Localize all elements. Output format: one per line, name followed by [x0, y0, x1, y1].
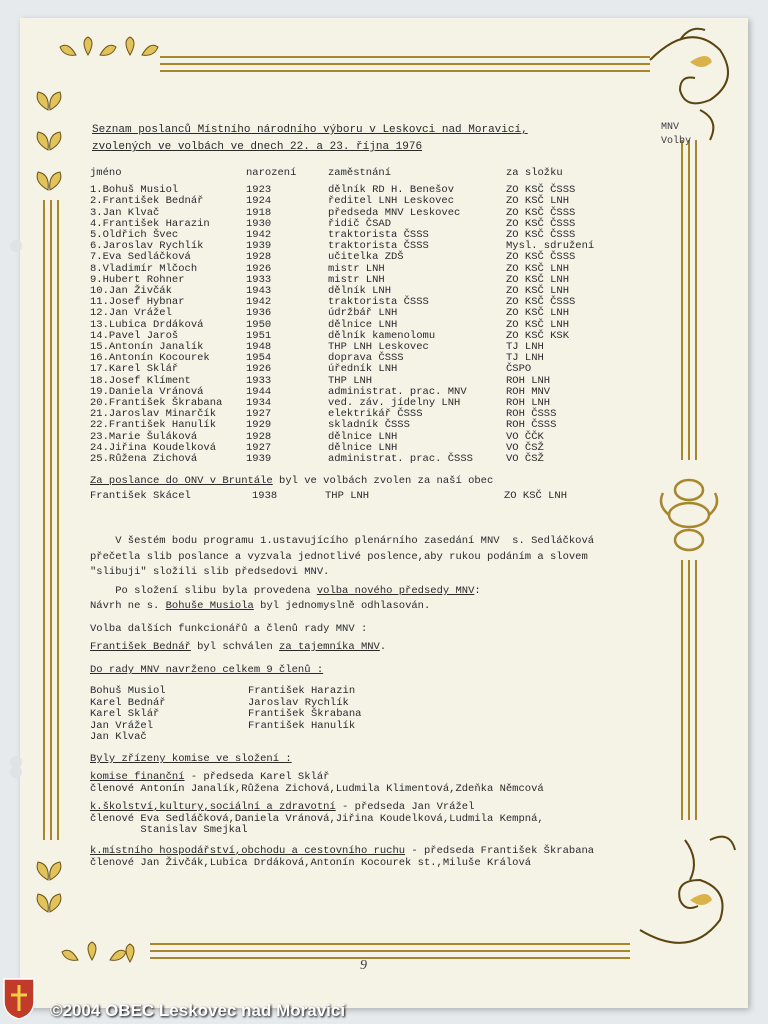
- member-birth-year: 1924: [246, 195, 272, 208]
- member-name: 18.Josef Klíment: [90, 374, 191, 387]
- member-occupation: dělník LNH: [328, 285, 392, 298]
- komise-economy: [90, 846, 594, 858]
- member-party: TJ LNH: [506, 352, 544, 365]
- member-occupation: THP LNH: [328, 374, 373, 387]
- paragraph-proposal: [90, 599, 430, 615]
- members-body: [90, 185, 606, 465]
- text-underlined: komise finanční: [90, 771, 185, 783]
- member-name: 25.Růžena Zichová: [90, 453, 198, 466]
- member-name: 14.Pavel Jaroš: [90, 329, 179, 342]
- paragraph-line: V šestém bodu programu 1.ustavujícího plenárního zasedání MNV s. Sedláčková: [90, 535, 595, 547]
- page-number: 9: [360, 958, 367, 973]
- member-occupation: dělnice LNH: [328, 430, 398, 443]
- member-name: 4.František Harazin: [90, 217, 210, 230]
- text-underlined: František Bednář: [90, 641, 191, 653]
- member-party: ČSPO: [506, 363, 532, 376]
- member-occupation: traktorista ČSSS: [328, 296, 429, 309]
- member-birth-year: 1930: [246, 217, 272, 230]
- member-birth-year: 1926: [246, 363, 272, 376]
- member-party: ROH LNH: [506, 374, 551, 387]
- list-item: Karel Sklář: [90, 708, 160, 720]
- member-party: ROH ČSSS: [506, 408, 557, 421]
- text: :: [474, 585, 481, 597]
- onv-member-birth: 1938: [252, 490, 278, 502]
- document-title: [92, 122, 528, 156]
- member-occupation: úředník LNH: [328, 363, 398, 376]
- member-birth-year: 1926: [246, 262, 272, 275]
- text-underlined: k.místního hospodářství,obchodu a cestovního ruchu: [90, 845, 406, 857]
- member-name: 8.Vladimír Mlčoch: [90, 262, 198, 275]
- text-underlined: volba nového předsedy MNV: [316, 585, 475, 597]
- onv-heading: [90, 476, 493, 488]
- list-item: Jan Vrážel: [90, 719, 154, 732]
- member-occupation: dělnice LNH: [328, 441, 398, 454]
- title-line-1: Seznam poslanců Místního národního výboru v Leskovci nad Moravicí,: [92, 124, 528, 136]
- text: .: [379, 641, 387, 653]
- member-birth-year: 1943: [246, 285, 272, 298]
- member-party: ZO KSČ LNH: [506, 195, 570, 208]
- member-party: ZO KSČ ČSSS: [506, 217, 576, 230]
- member-occupation: administrat. prac. MNV: [328, 385, 467, 398]
- member-party: ROH ČSSS: [506, 419, 557, 432]
- member-name: 19.Daniela Vránová: [90, 385, 204, 398]
- onv-member-party: ZO KSČ LNH: [504, 490, 568, 502]
- text: - předseda Karel Sklář: [184, 771, 330, 783]
- onv-member-name: František Skácel: [90, 490, 191, 502]
- member-party: ZO KSČ ČSSS: [506, 206, 576, 219]
- table-row: [90, 252, 606, 263]
- table-header: [90, 168, 606, 179]
- member-birth-year: 1948: [246, 341, 272, 354]
- rada-list-left: [90, 686, 166, 744]
- copyright-footer: ©2004 OBEC Leskovec nad Moravicí: [50, 1001, 346, 1020]
- village-coat-of-arms-icon: [2, 977, 36, 1019]
- list-item: František Hanulík: [248, 719, 356, 732]
- member-party: ZO KSČ LNH: [506, 285, 570, 298]
- table-row: [90, 364, 606, 375]
- member-occupation: doprava ČSSS: [328, 352, 404, 365]
- member-party: ZO KSČ ČSSS: [506, 229, 576, 242]
- member-birth-year: 1951: [246, 329, 272, 342]
- member-name: 6.Jaroslav Rychlík: [90, 240, 204, 253]
- member-name: 16.Antonín Kocourek: [90, 352, 210, 365]
- member-birth-year: 1918: [246, 206, 272, 219]
- text-underlined: k.školství,kultury,sociální a zdravotní: [90, 801, 336, 813]
- member-occupation: údržbář LNH: [328, 307, 398, 320]
- column-header-name: jméno: [90, 167, 122, 179]
- text: byl schválen: [190, 641, 280, 653]
- komise-finance-members: členové Antonín Janalík,Růžena Zichová,Ludmila Klimentová,Zdeňka Němcová: [90, 783, 544, 795]
- member-birth-year: 1942: [246, 296, 272, 309]
- member-party: Mysl. sdružení: [506, 240, 595, 253]
- member-party: VO ČSŽ: [506, 453, 544, 466]
- member-occupation: ved. záv. jídelny LNH: [328, 397, 461, 410]
- member-birth-year: 1939: [246, 453, 272, 466]
- member-name: 11.Josef Hybnar: [90, 296, 185, 309]
- member-occupation: administrat. prac. ČSSS: [328, 453, 473, 466]
- member-occupation: traktorista ČSSS: [328, 229, 429, 242]
- member-party: ZO KSČ ČSSS: [506, 251, 576, 264]
- member-birth-year: 1927: [246, 441, 272, 454]
- member-name: 9.Hubert Rohner: [90, 273, 185, 286]
- member-name: 2.František Bednář: [90, 195, 204, 208]
- text: - předseda František Škrabana: [405, 845, 595, 857]
- corner-note-volby: Volby: [661, 136, 692, 147]
- paragraph-oath: [90, 534, 594, 581]
- member-occupation: mistr LNH: [328, 262, 385, 275]
- text: Návrh ne s.: [90, 600, 166, 612]
- ornament-icon: [661, 480, 717, 550]
- member-occupation: traktorista ČSSS: [328, 240, 429, 253]
- paragraph-line: "slibuji" složili slib předsedovi MNV.: [90, 566, 330, 578]
- member-party: TJ LNH: [506, 341, 544, 354]
- member-name: 23.Marie Šuláková: [90, 430, 198, 443]
- member-name: 20.František Škrabana: [90, 397, 223, 410]
- member-birth-year: 1933: [246, 374, 272, 387]
- list-item: František Harazin: [248, 685, 356, 697]
- list-item: Bohuš Musiol: [90, 685, 166, 697]
- list-item: Karel Bednář: [90, 696, 166, 709]
- member-party: ZO KSČ ČSSS: [506, 296, 576, 309]
- member-birth-year: 1928: [246, 251, 272, 264]
- member-occupation: ředitel LNH Leskovec: [328, 195, 455, 208]
- member-occupation: skladník ČSSS: [328, 419, 410, 432]
- corner-note-mnv: MNV: [661, 122, 680, 133]
- member-occupation: elektrikář ČSSS: [328, 408, 423, 421]
- text: Po složení slibu byla provedena: [90, 585, 317, 597]
- member-occupation: dělnice LNH: [328, 318, 398, 331]
- member-birth-year: 1929: [246, 419, 272, 432]
- member-name: 7.Eva Sedláčková: [90, 251, 191, 264]
- table-row: [90, 196, 606, 207]
- table-row: [90, 454, 606, 465]
- member-birth-year: 1950: [246, 318, 272, 331]
- member-name: 21.Jaroslav Minarčík: [90, 408, 217, 421]
- column-header-birth: narození: [246, 167, 297, 179]
- text: - předseda Jan Vrážel: [335, 801, 475, 813]
- member-party: ZO KSČ LNH: [506, 262, 570, 275]
- member-name: 3.Jan Klvač: [90, 206, 160, 219]
- member-party: ROH LNH: [506, 397, 551, 410]
- rada-heading: Do rady MNV navrženo celkem 9 členů :: [90, 664, 324, 676]
- member-occupation: mistr LNH: [328, 273, 385, 286]
- member-occupation: dělník RD H. Benešov: [328, 184, 455, 197]
- member-name: 1.Bohuš Musiol: [90, 184, 179, 197]
- member-birth-year: 1954: [246, 352, 272, 365]
- member-party: ZO KSČ LNH: [506, 307, 570, 320]
- komise-school: [90, 802, 474, 814]
- member-birth-year: 1934: [246, 397, 272, 410]
- member-name: 15.Antonín Janalík: [90, 341, 204, 354]
- member-name: 17.Karel Sklář: [90, 363, 179, 376]
- paragraph-line: přečetla slib poslance a vyzvala jednotlivé poslence,aby rukou podáním a slovem: [90, 550, 588, 563]
- member-name: 13.Lubica Drdáková: [90, 318, 204, 331]
- text-underlined: Bohuše Musiola: [165, 600, 254, 612]
- member-birth-year: 1942: [246, 229, 272, 242]
- komise-finance: [90, 772, 329, 784]
- onv-member-occupation: THP LNH: [325, 490, 370, 502]
- column-header-occupation: zaměstnání: [328, 167, 392, 179]
- member-party: ZO KSČ LNH: [506, 318, 570, 331]
- onv-heading-rest: byl ve volbách zvolen za naší obec: [272, 475, 494, 487]
- member-occupation: učitelka ZDŠ: [328, 251, 404, 264]
- member-birth-year: 1944: [246, 385, 272, 398]
- komise-school-members-cont: Stanislav Smejkal: [90, 824, 248, 836]
- member-party: ZO KSČ KSK: [506, 329, 570, 342]
- member-birth-year: 1939: [246, 240, 272, 253]
- member-party: VO ČČK: [506, 430, 544, 443]
- member-birth-year: 1927: [246, 408, 272, 421]
- table-row: [90, 420, 606, 431]
- table-row: [90, 308, 606, 319]
- paragraph-council: Volba dalších funkcionářů a členů rady MNV :: [90, 623, 368, 635]
- member-party: ZO KSČ ČSSS: [506, 184, 576, 197]
- paragraph-election: [90, 584, 481, 600]
- member-name: 10.Jan Živčák: [90, 285, 172, 298]
- list-item: František Škrabana: [248, 708, 362, 720]
- text: byl jednomyslně odhlasován.: [253, 600, 431, 612]
- member-name: 22.František Hanulík: [90, 419, 217, 432]
- member-name: 24.Jiřina Koudelková: [90, 441, 217, 454]
- member-birth-year: 1933: [246, 273, 272, 286]
- member-birth-year: 1928: [246, 430, 272, 443]
- member-occupation: předseda MNV Leskovec: [328, 206, 461, 219]
- komise-heading: Byly zřízeny komise ve složení :: [90, 753, 292, 765]
- member-birth-year: 1923: [246, 184, 272, 197]
- member-party: ZO KSČ LNH: [506, 273, 570, 286]
- member-occupation: dělník kamenolomu: [328, 329, 436, 342]
- title-line-2: zvolených ve volbách ve dnech 22. a 23. října 1976: [92, 141, 423, 153]
- members-table: [90, 168, 606, 465]
- member-party: VO ČSŽ: [506, 441, 544, 454]
- paragraph-secretary: [90, 640, 386, 656]
- column-header-party: za složku: [506, 167, 563, 179]
- member-birth-year: 1936: [246, 307, 272, 320]
- list-item: Jan Klvač: [90, 731, 147, 743]
- member-name: 5.Oldřich Švec: [90, 229, 179, 242]
- komise-economy-members: členové Jan Živčák,Lubica Drdáková,Antonín Kocourek st.,Miluše Králová: [90, 857, 532, 869]
- text-underlined: za tajemníka MNV: [279, 641, 380, 653]
- rada-list-right: [248, 686, 361, 732]
- onv-heading-underlined: Za poslance do ONV v Bruntále: [90, 475, 273, 487]
- member-occupation: řidič ČSAD: [328, 217, 392, 230]
- scroll-ornament-icon: [640, 29, 735, 943]
- member-name: 12.Jan Vrážel: [90, 307, 172, 320]
- komise-school-members: členové Eva Sedláčková,Daniela Vránová,Jiřina Koudelková,Ludmila Kempná,: [90, 813, 544, 825]
- list-item: Jaroslav Rychlík: [248, 696, 349, 709]
- member-occupation: THP LNH Leskovec: [328, 341, 429, 354]
- member-party: ROH MNV: [506, 385, 551, 398]
